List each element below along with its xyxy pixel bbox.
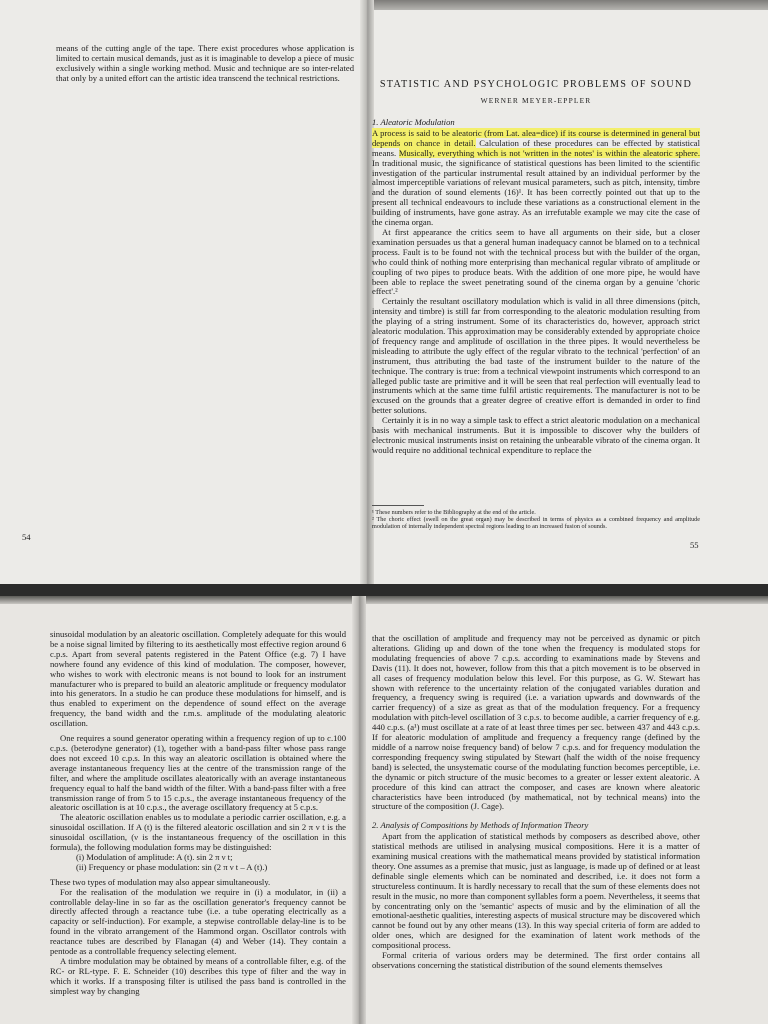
paragraph: A timbre modulation may be obtained by means of a controllable filter, e.g. of the RC- or RL-type. F. E. Schneider (10) describes this type of filter and the way in which it works. If a transposing filter is utilised the pass band is controlled in the simplest way by changing <box>50 956 346 996</box>
paragraph: One requires a sound generator operating within a frequency region of up to c.100 c.p.s. (beterodyne generator) (1), together with a band-pass filter whose pass range does not exceed 10 c.p.s. In this way an aleatoric oscillation is obtained where the average instantaneous frequency lies at the centre of the transmission range of the filter, and where the amplitude oscillates aleatorically with an average instantaneous frequency equal to half the band width of the filter. With a band-pass filter with a free transmission range of from 5 to 15 c.p.s., the average instantaneous frequency of the aleatoric oscillation is at 10 c.p.s., the average oscillatory frequency at 5 c.p.s. <box>50 733 346 813</box>
paragraph: that the oscillation of amplitude and frequency may not be perceived as dynamic or pitch alterations. Gliding up and down of the tone when the frequency is modulated stops for modulating frequencies of above 7 c.p.s. according to examinations made by Stevens and Davis (11). It does not, however, follow from this that a pitch movement is to be observed in all cases of frequency modulation below this level. For this purpose, as G. W. Stewart has shown with reference to the uncertainty relation of the conjugated variables duration and frequency, a frequency swing is required (i.e. a variation upwards and downwards of the carrier frequency) of a size as great as that of the modulation frequency. For a frequency modulation with pitch-level oscillation of 3 c.p.s. to become audible, a carrier frequency of e.g. 440 c.p.s. (a¹) must oscillate at a rate of at least three times per sec. between 437 and 443 c.p.s. If for aleatoric modulation of amplitude and frequency a frequency range (defined by the middle of a narrow noise frequency band) of below 7 c.p.s. and for frequency modulation the corresponding frequency swing stipulated by Stewart (half the width of the noise frequency band) is selected, the unsystematic course of the modulating function becomes perceptible, i.e. the dynamic or pitch structure of the music becomes to a greater or lesser extent aleatoric. A procedure of this kind can attract the composer, and cases are known where aleatoric characteristics have been introduced (by mathematical, not by technical means) into the structure of the composition (J. Cage). <box>372 633 700 812</box>
paragraph: sinusoidal modulation by an aleatoric oscillation. Completely adequate for this would be a noise signal limited by filtering to its aesthetically most effective region around 6 c.p.s. Apart from several patents registered in the Patent Office (e.g. 7) I have nowhere found any evidence of this kind of modulation. The composer, however, who wishes to work with electronic means is not bound to look for an instrument manufacturer who is prepared to build an aleatoric amplitude or frequency modulator into his generators. In a studio he can produce these modulations for himself, and is thus enabled to experiment on the dependence of sound effect on the average frequency, the band width and the r.m.s. amplitude of the modulating aleatoric oscillation. <box>50 629 346 729</box>
paragraph: Formal criteria of various orders may be determined. The first order contains all observations concerning the statistical distribution of the sound elements themselves <box>372 950 700 970</box>
footnote: ² The choric effect (swell on the great organ) may be described in terms of physics as a combined frequency and amplitude modulation of internally independent spectral regions leading to an increased fusion of sounds. <box>372 516 700 531</box>
paragraph: The aleatoric oscillation enables us to modulate a periodic carrier oscillation, e.g. a sinusoidal oscillation. If A (t) is the filtered aleatoric oscillation and sin 2 π ν t is the sinusoidal oscillation, (ν is the instantaneous frequency of the oscillation in this formula), the following modulation forms may be distinguished: <box>50 812 346 853</box>
article-author: WERNER MEYER-EPPLER <box>480 96 592 105</box>
section-heading: 2. Analysis of Compositions by Methods of Information Theory <box>372 820 589 831</box>
left-page-text <box>56 44 354 84</box>
right-page-text <box>372 118 700 456</box>
footnotes <box>372 505 700 531</box>
left-page-text <box>50 630 346 997</box>
page-number-right: 55 <box>690 540 699 550</box>
bottom-page-spread <box>0 596 768 1024</box>
paragraph: Apart from the application of statistical methods by composers as described above, other statistical methods are utilised in analysing musical compositions. Here it is a matter of examining musical creations with the mathematical means provided by statistical information theory. One assumes as a premise that music, just as language, is made up of defined or at least definable single elements which can be nominated and described, i.e. it does not form a structureless continuum. It is hardly necessary to recall that the sum of these elements does not result in the music, no more than component syllables form a poem. Nevertheless, it seems that by concentrating only on the 'semantic' aspects of music and by the elimination of all the emotional-aesthetic qualities, interesting aspects of musical structure may be discovered which cannot be found out by any other means (13). In this way special criteria of form are added to older ones, which are designed for the examination of latent work methods of the compositional process. <box>372 831 700 951</box>
footnote-rule <box>372 505 424 506</box>
scan-edge <box>0 596 768 604</box>
paragraph: These two types of modulation may also appear simultaneously. <box>50 876 271 887</box>
paragraph: Certainly the resultant oscillatory modulation which is valid in all three dimensions (pitch, intensity and timbre) is still far from corresponding to the aleatoric modulation resulting from the playing of a string instrument. Some of its characteristics do, however, approach strict aleatoric modulation. This approximation may be considerably extended by appropriate choice of frequency range and amplitude of oscillation in the three pipes. It would nevertheless be misleading to attribute the ugly effect of the regular vibrato to the technical 'perfection' of an instrument, thus attributing the bad taste of the instrument builder to the nature of the technique. The contrary is true: from a technical viewpoint instruments which correspond to an alleged public taste are primitive and it will be seen that real perfection will eventually lead to instruments which at the same time fulfil artistic requirements. The manufacturer is not to be excused on the grounds that a greater degree of creative effort is demanded in order to find better solutions. <box>372 296 700 416</box>
right-page-text <box>372 634 700 971</box>
book-gutter <box>352 596 366 1024</box>
paragraph: means of the cutting angle of the tape. There exist procedures whose application is limited to certain musical demands, just as it is imaginable to develop a piece of music exclusively within a single working method. Music and technique are so inter-related that only by a united effort can the artistic idea transcend the technical restrictions. <box>56 43 354 83</box>
scan-edge <box>374 0 768 10</box>
formula: (i) Modulation of amplitude: A (t). sin 2 π ν t; <box>76 851 233 862</box>
section-heading: 1. Aleatoric Modulation <box>372 117 455 127</box>
paragraph: Certainly it is in no way a simple task to effect a strict aleatoric modulation on a mechanical basis with mechanical instruments. But it is impossible to discover why the builders of electronic musical instruments insist on retaining the unbearable vibrato of the cinema organ. It would require no additional technical expenditure to replace the <box>372 415 700 455</box>
paragraph: At first appearance the critics seem to have all arguments on their side, but a closer examination persuades us that a general human inadequacy cannot be blamed on to a technical process. Fault is to be found not with the technical process but with the builder of the organ, who could think of nothing more enterprising than mechanical regular vibrato of amplitude or coupling of two pipes to produce beats. With the addition of one more pipe, he would have been able to replace the sweet penetrating sound of the cinema organ by a genuine 'choric effect'.² <box>372 226 700 297</box>
paragraph: For the realisation of the modulation we require in (i) a modulator, in (ii) a controllable delay-line in so far as the oscillation generator's frequency cannot be directly affected through a reactance tube (i.e. a tube operating electrically as a capacity or self-induction). For example, a stepwise controllable delay-line is to be found in the vibrato arrangement of the Hammond organ. Oscillator controls with reactance tubes are described by Flanagan (4) and Weber (14). They contain a pentode as a controllable frequency selecting element. <box>50 886 346 957</box>
page-number-left: 54 <box>22 532 31 542</box>
paragraph: A process is said to be aleatoric (from Lat. alea=dice) if its course is determined in general but depends on chance in detail. Calculation of these procedures can be effected by statistical means. Musically, everything which is not 'written in the notes' is within the aleatoric sphere. In traditional music, the significance of statistical questions has been limited to the scientific investigation of the particular instrumental result attained by an individual performer by the almost imperceptible variations of relevant musical parameters, such as pitch, intensity, timbre and the duration of sound elements (16)¹. It has been correctly pointed out that up to the present all technical endeavours to include these variations as a constructional element in the building of instruments, have gone astray. As an irrefutable example we may cite the case of the cinema organ. <box>372 127 700 228</box>
article-title: STATISTIC AND PSYCHOLOGIC PROBLEMS OF SOUND <box>379 79 693 90</box>
formula: (ii) Frequency or phase modulation: sin (2 π ν t – A (t).) <box>76 861 268 872</box>
footnote: ¹ These numbers refer to the Bibliography at the end of the article. <box>372 509 536 516</box>
highlighted-text: A process is said to be aleatoric (from Lat. alea=dice) if its course is determined in general but depends on chance in detail. <box>372 127 700 148</box>
highlighted-text: Musically, everything which is not 'written in the notes' is within the aleatoric sphere. <box>398 147 700 158</box>
